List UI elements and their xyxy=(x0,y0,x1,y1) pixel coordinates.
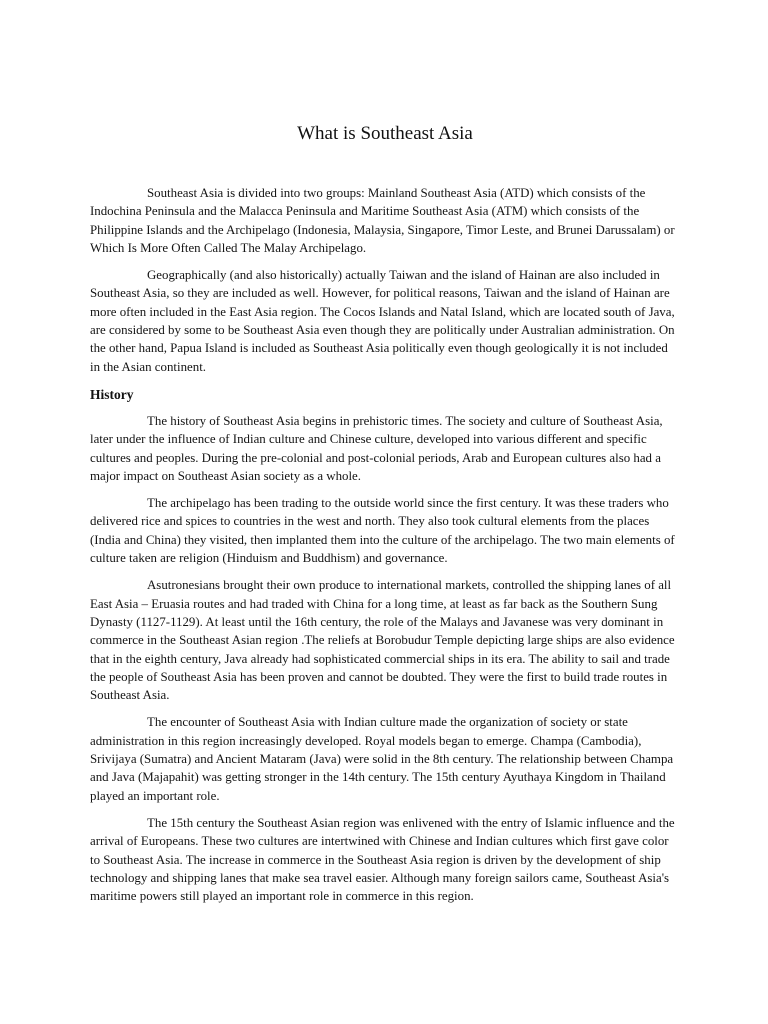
history-paragraph: The encounter of Southeast Asia with Indian culture made the organization of society or state administration in this region increasingly developed. Royal models began to emerge. Champa (Cambodia), Srivijaya (Sumatra) and Ancient Mataram (Java) were solid in the 8th century. The relationship between Champa and Java (Majapahit) was getting stronger in the 14th century. The 15th century Ayuthaya Kingdom in Thailand played an important role. xyxy=(90,715,674,803)
history-paragraph: The archipelago has been trading to the outside world since the first century. It was these traders who delivered rice and spices to countries in the west and north. They also took cultural elements from the places (India and China) they visited, then implanted them into the culture of the archipelago. The two main elements of culture taken are religion (Hinduism and Buddhism) and governance. xyxy=(90,496,675,566)
intro-paragraph: Southeast Asia is divided into two groups: Mainland Southeast Asia (ATD) which consists of the Indochina Peninsula and the Malacca Peninsula and Maritime Southeast Asia (ATM) which consists of the Philippine Islands and the Archipelago (Indonesia, Malaysia, Singapore, Timor Leste, and Brunei Darussalam) or Which Is More Often Called The Malay Archipelago. xyxy=(90,186,675,255)
document-title: What is Southeast Asia xyxy=(297,123,473,144)
intro-paragraph: Geographically (and also historically) actually Taiwan and the island of Hainan are also included in Southeast Asia, so they are included as well. However, for political reasons, Taiwan and the island of Hainan are more often included in the East Asia region. The Cocos Islands and Natal Island, which are located south of Java, are considered by some to be Southeast Asia even though they are politically under Australian administration. On the other hand, Papua Island is included as Southeast Asia politically even though geologically it is not included in the Asian continent. xyxy=(90,268,675,374)
history-paragraph: The history of Southeast Asia begins in prehistoric times. The society and culture of Southeast Asia, later under the influence of Indian culture and Chinese culture, developed into various different and specific cultures and peoples. During the pre-colonial and post-colonial periods, Arab and European cultures also had a major impact on Southeast Asian society as a whole. xyxy=(90,413,663,483)
history-heading: History xyxy=(90,386,134,402)
history-paragraph: The 15th century the Southeast Asian region was enlivened with the entry of Islamic influence and the arrival of Europeans. These two cultures are intertwined with Chinese and Indian cultures which first gave color to Southeast Asia. The increase in commerce in the Southeast Asia region is driven by the development of ship technology and shipping lanes that make sea travel easier. Although many foreign sailors came, Southeast Asia's maritime powers still played an important role in commerce in this region. xyxy=(90,815,675,904)
history-paragraph: Asutronesians brought their own produce to international markets, controlled the shipping lanes of all East Asia – Eruasia routes and had traded with China for a long time, at least as far back as the Southern Sung Dynasty (1127-1129). At least until the 16th century, the role of the Malays and Javanese was very dominant in commerce in the Southeast Asian region .The reliefs at Borobudur Temple depicting large ships are also evidence that in the eighth century, Java already had sophisticated commercial ships in its era. The ability to sail and trade the people of Southeast Asia has been proven and cannot be doubted. They were the first to build trade routes in Southeast Asia. xyxy=(90,578,675,703)
